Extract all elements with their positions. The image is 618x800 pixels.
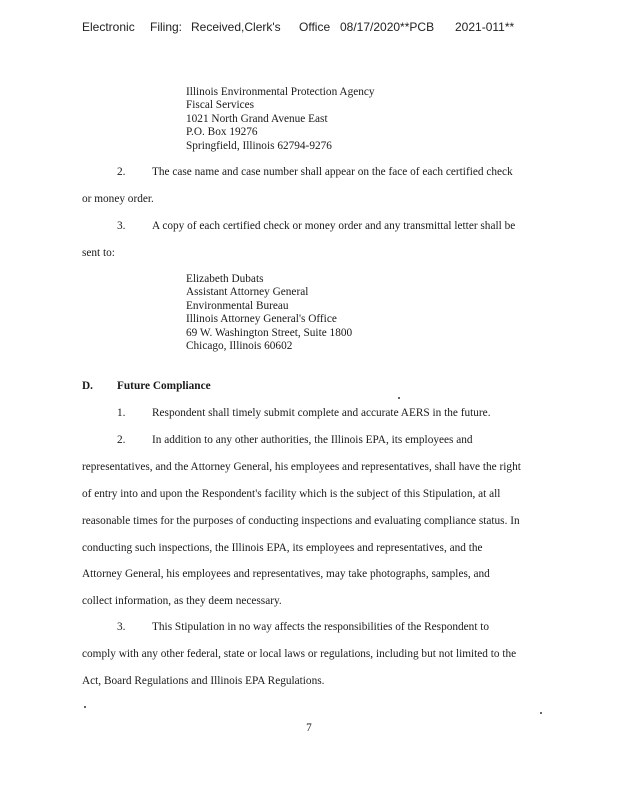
paragraph-text: sent to: <box>82 247 115 259</box>
address-line: Illinois Attorney General's Office <box>186 313 337 326</box>
paragraph-number: 2. <box>117 434 126 446</box>
paragraph-text: In addition to any other authorities, the Illinois EPA, its employees and <box>152 434 473 446</box>
header-office: Office <box>299 20 331 34</box>
scan-speck <box>398 397 400 399</box>
address-line: 69 W. Washington Street, Suite 1800 <box>186 326 353 339</box>
filing-stamp-header <box>0 20 618 38</box>
paragraph-number: 2. <box>117 166 126 178</box>
section-letter: D. <box>82 380 93 392</box>
header-case-number: 2021-011** <box>455 20 515 34</box>
page-number: 7 <box>306 722 312 734</box>
scan-speck <box>84 706 86 708</box>
paragraph-text: reasonable times for the purposes of conducting inspections and evaluating compliance status. In <box>82 515 520 527</box>
paragraph-text: Act, Board Regulations and Illinois EPA Regulations. <box>82 675 325 687</box>
address-line: Elizabeth Dubats <box>186 273 264 285</box>
paragraph-number: 3. <box>117 220 126 232</box>
paragraph-text: or money order. <box>82 193 154 205</box>
paragraph-text: of entry into and upon the Respondent's facility which is the subject of this Stipulation, at all <box>82 488 501 500</box>
address-line: Illinois Environmental Protection Agency <box>186 86 375 98</box>
address-line: Springfield, Illinois 62794-9276 <box>186 139 332 152</box>
address-line: 1021 North Grand Avenue East <box>186 112 328 125</box>
address-line: P.O. Box 19276 <box>186 126 258 139</box>
address-line: Environmental Bureau <box>186 299 289 312</box>
paragraph-text: This Stipulation in no way affects the responsibilities of the Respondent to <box>152 621 490 633</box>
paragraph-text: comply with any other federal, state or local laws or regulations, including but not limited to the <box>82 648 517 660</box>
address-line: Fiscal Services <box>186 99 255 112</box>
paragraph-text: representatives, and the Attorney General, his employees and representatives, shall have the right <box>82 461 521 473</box>
paragraph-number: 3. <box>117 621 126 633</box>
paragraph-text: The case name and case number shall appear on the face of each certified check <box>152 166 513 178</box>
paragraph-text: collect information, as they deem necessary. <box>82 595 282 607</box>
epa-address-block <box>186 86 375 153</box>
header-electronic: Electronic <box>82 20 135 34</box>
header-filing: Filing: <box>150 20 183 34</box>
scan-speck <box>540 712 542 714</box>
paragraph-number: 1. <box>117 407 126 419</box>
section-heading: Future Compliance <box>117 380 211 392</box>
paragraph-text: conducting such inspections, the Illinois EPA, its employees and representatives, and the <box>82 542 483 554</box>
header-received: Received,Clerk's <box>191 20 281 34</box>
paragraph-text: Attorney General, his employees and representatives, may take photographs, samples, and <box>82 568 490 580</box>
attorney-general-address-block <box>186 273 352 353</box>
paragraph-text: Respondent shall timely submit complete and accurate AERS in the future. <box>152 407 491 419</box>
header-date: 08/17/2020**PCB <box>340 20 435 34</box>
address-line: Chicago, Illinois 60602 <box>186 340 293 353</box>
address-line: Assistant Attorney General <box>186 286 309 299</box>
paragraph-text: A copy of each certified check or money order and any transmittal letter shall be <box>152 220 516 232</box>
